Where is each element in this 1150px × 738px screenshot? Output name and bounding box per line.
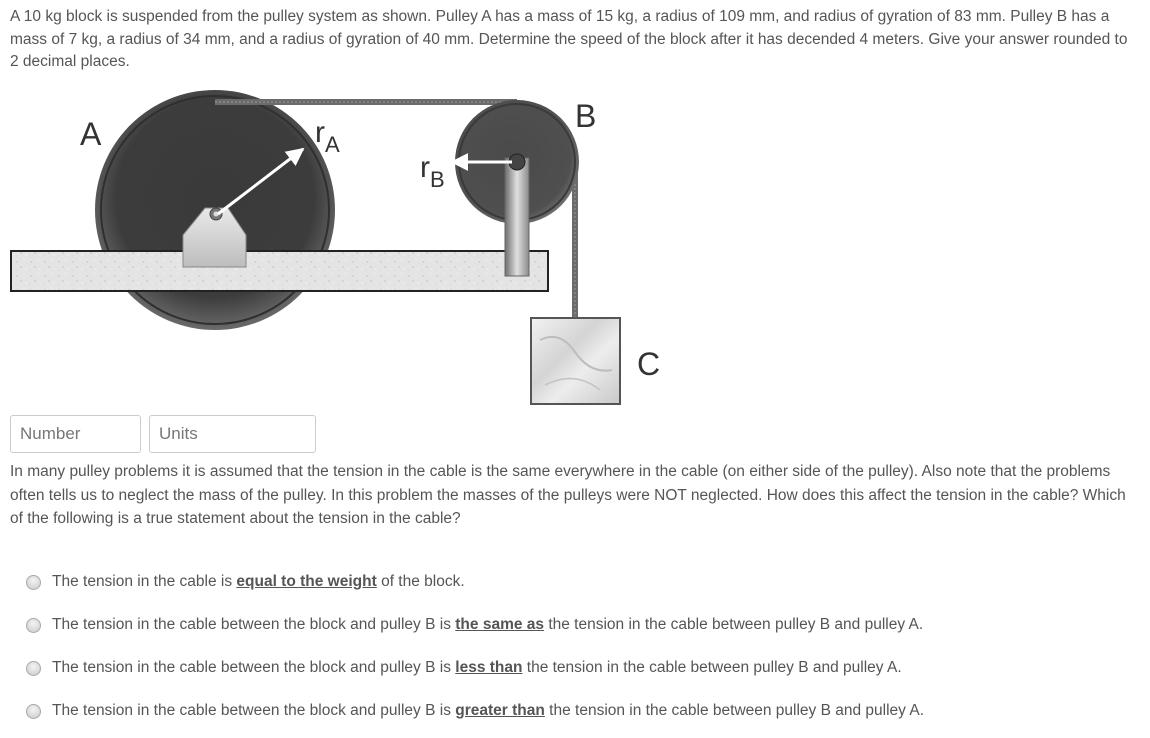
followup-question: In many pulley problems it is assumed that the tension in the cable is the same everywhere in the cable (on either side of the pulley). Also note that the problems often tells us to neglect the mass of the pulley. In this problem the masses of the pulleys were NOT neglected. How does this affect the tension in the cable? Which of the following is a true statement about the tension in the cable? bbox=[10, 463, 1126, 527]
option-same-as[interactable]: The tension in the cable between the block and pulley B is the same as the tension in the cable between pulley B and pulley A. bbox=[26, 613, 923, 637]
block-c bbox=[531, 318, 620, 404]
radio-button[interactable] bbox=[26, 575, 41, 590]
option-less-than[interactable]: The tension in the cable between the block and pulley B is less than the tension in the cable between pulley B and pulley A. bbox=[26, 656, 902, 680]
label-b: B bbox=[575, 98, 597, 134]
pulley-b-arm bbox=[505, 154, 529, 276]
support-beam bbox=[11, 251, 548, 291]
problem-statement: A 10 kg block is suspended from the pulley system as shown. Pulley A has a mass of 15 kg, a radius of 109 mm, and radius of gyration of 83 mm. Pulley B has a mass of 7 kg, a radius of 34 mm, and a radius of gyration of 40 mm. Determine the speed of the block after it has decended 4 meters. Give your answer rounded to 2 decimal places. bbox=[10, 8, 1128, 70]
number-input[interactable]: Number bbox=[10, 415, 141, 453]
option-greater-than[interactable]: The tension in the cable between the block and pulley B is greater than the tension in the cable between pulley B and pulley A. bbox=[26, 699, 924, 723]
radio-button[interactable] bbox=[26, 704, 41, 719]
option-equal-to-weight[interactable]: The tension in the cable is equal to the weight of the block. bbox=[26, 570, 465, 594]
pulley-system-figure bbox=[0, 90, 700, 410]
label-a: A bbox=[80, 116, 102, 152]
radio-button[interactable] bbox=[26, 661, 41, 676]
label-ra: $r_A$ bbox=[315, 116, 340, 157]
label-c: C bbox=[637, 346, 661, 382]
label-rb: $r_B$ bbox=[420, 151, 445, 192]
radio-button[interactable] bbox=[26, 618, 41, 633]
units-input[interactable]: Units bbox=[149, 415, 316, 453]
